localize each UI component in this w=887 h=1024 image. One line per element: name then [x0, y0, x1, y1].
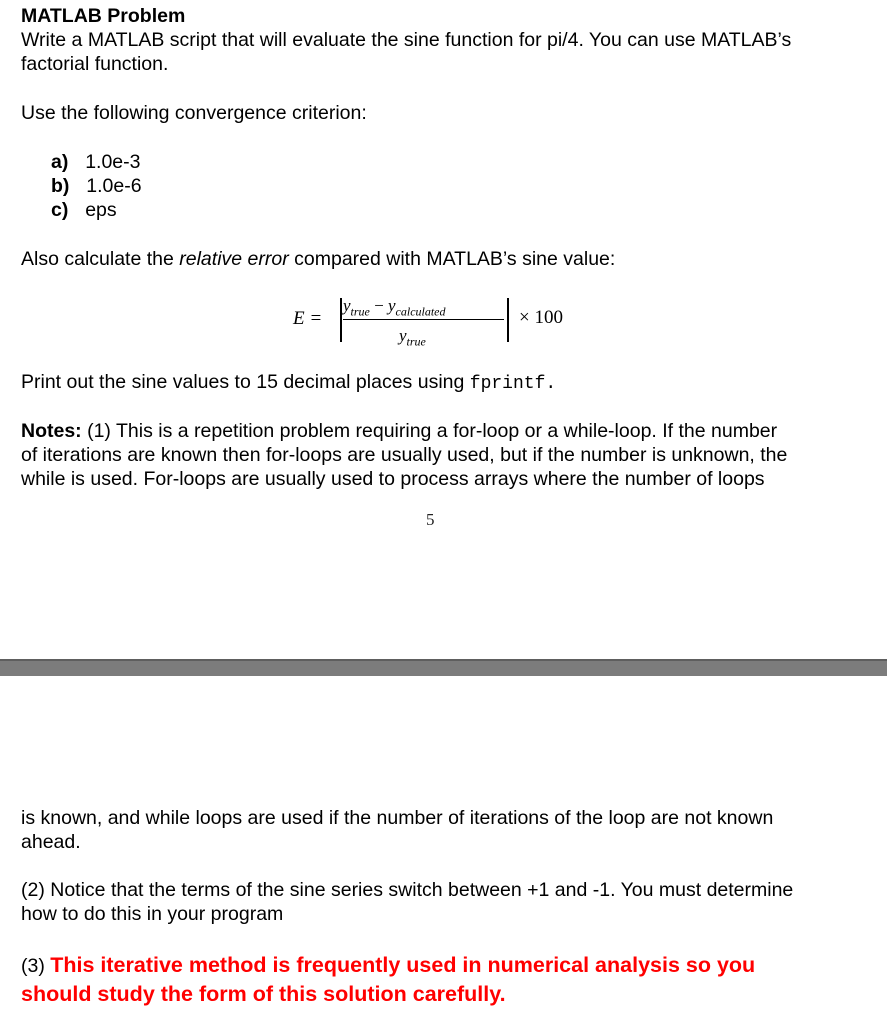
minus-sign: −: [374, 296, 384, 315]
denominator-subscript: true: [406, 334, 426, 349]
numerator-calculated-subscript: calculated: [395, 304, 446, 319]
intro-line-2: factorial function.: [21, 53, 169, 75]
problem-title: MATLAB Problem: [21, 5, 186, 27]
criterion-heading: Use the following convergence criterion:: [21, 102, 367, 124]
relative-error-pre: Also calculate the: [21, 248, 180, 270]
criterion-value: 1.0e-3: [85, 151, 141, 173]
abs-bar-left: [340, 298, 342, 342]
note3-marker: (3): [21, 955, 51, 977]
fraction-bar: [343, 319, 504, 320]
relative-error-post: compared with MATLAB’s sine value:: [288, 248, 616, 270]
notes-line-3: while is used. For-loops are usually used to process arrays where the number of loops: [21, 468, 765, 490]
print-instruction: [21, 370, 556, 396]
criterion-marker: a): [51, 151, 69, 173]
formula-lhs: E =: [293, 308, 323, 329]
notes-line-1: [21, 419, 777, 443]
note3-emphasis-1: This iterative method is frequently used in numerical analysis so you: [50, 953, 756, 977]
criterion-marker: b): [51, 175, 70, 197]
relative-error-emphasis: relative error: [179, 248, 289, 270]
note3-line-1: [21, 953, 755, 978]
denominator-y: y: [399, 326, 407, 345]
criterion-item-b: [51, 174, 142, 198]
formula-numerator: [343, 296, 446, 319]
criterion-value: eps: [85, 199, 117, 221]
continuation-line-2: ahead.: [21, 831, 81, 853]
print-instruction-text: Print out the sine values to 15 decimal places using: [21, 371, 470, 393]
note3-line-2: should study the form of this solution carefully.: [21, 982, 506, 1006]
relative-error-sentence: [21, 247, 615, 271]
page-number: 5: [426, 510, 435, 529]
criterion-value: 1.0e-6: [86, 175, 142, 197]
formula-denominator: [399, 326, 426, 349]
abs-bar-right: [507, 298, 509, 342]
page-break-divider-edge: [0, 659, 887, 661]
intro-line-1: Write a MATLAB script that will evaluate the sine function for pi/4. You can use MATLAB’s: [21, 29, 792, 51]
numerator-y-calc: y: [387, 296, 396, 315]
notes-label: Notes:: [21, 420, 82, 442]
notes-text: (1) This is a repetition problem requiring a for-loop or a while-loop. If the number: [81, 420, 778, 442]
note2-line-1: (2) Notice that the terms of the sine series switch between +1 and -1. You must determine: [21, 879, 794, 901]
relative-error-formula: [290, 292, 590, 352]
criterion-item-c: [51, 198, 117, 222]
numerator-y-true: y: [343, 296, 351, 315]
times-hundred: × 100: [519, 307, 563, 328]
page-break-divider: [0, 659, 887, 676]
continuation-line-1: is known, and while loops are used if the number of iterations of the loop are not known: [21, 807, 774, 829]
criterion-marker: c): [51, 199, 69, 221]
criterion-item-a: [51, 150, 140, 174]
numerator-true-subscript: true: [350, 304, 370, 319]
note2-line-2: how to do this in your program: [21, 903, 284, 925]
fprintf-code: fprintf.: [469, 374, 557, 394]
notes-line-2: of iterations are known then for-loops are usually used, but if the number is unknown, the: [21, 444, 788, 466]
